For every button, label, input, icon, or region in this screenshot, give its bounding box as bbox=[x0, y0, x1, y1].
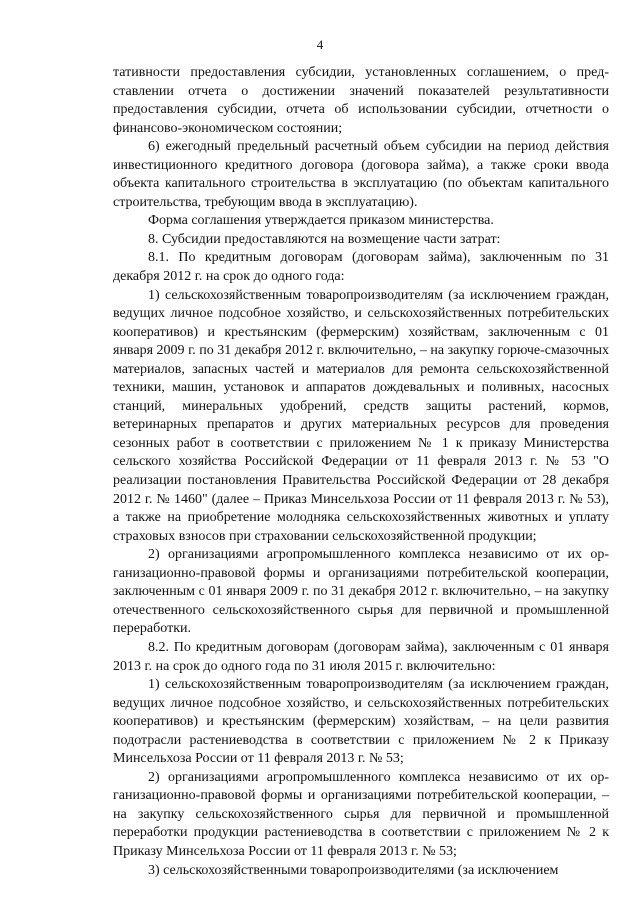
paragraph: тативности предоставления субсидии, установленных соглашением, о представлении отчета о достижении значений показателей результативности предоставления субсидии, отчета об использовании субсидии, отчетности о финансово-экономическом состоянии; bbox=[113, 65, 609, 136]
paragraph: 1) сельскохозяйственным товаропроизводителям (за исключением граждан, ведущих личное подсобное хозяйство, и сельскохозяйственных потребительских кооперативов) и крестьянским (фермерским) хозяйствам, – на цели развития подотрасли растениеводства в соответствии с приложением № 2 к Приказу Минсельхоза России от 11 февраля 2013 г. № 53; bbox=[113, 677, 609, 767]
paragraph: 2) организациями агропромышленного комплекса независимо от их организационно-правовой формы и организациями потребительской кооперации, – на закупку сельскохозяйственного сырья для первичной и промышленной переработки продукции растениеводства в соответствии с приложением № 2 к Приказу Минсельхоза России от 11 февраля 2013 г. № 53; bbox=[113, 769, 609, 859]
paragraph: 2) организациями агропромышленного комплекса независимо от их организационно-правовой формы и организациями потребительской кооперации, заключенным с 01 января 2009 г. по 31 декабря 2012 г. включительно, – на закупку отечественного сельскохозяйственного сырья для первичной и промышленной переработки. bbox=[113, 547, 609, 637]
paragraph: 8.2. По кредитным договорам (договорам займа), заключенным с 01 января 2013 г. на срок до одного года по 31 июля 2015 г. включительно: bbox=[113, 639, 609, 674]
paragraph: 8.1. По кредитным договорам (договорам займа), заключенным по 31 декабря 2012 г. на срок до одного года: bbox=[113, 250, 609, 285]
page-number: 4 bbox=[316, 37, 324, 52]
document-body bbox=[113, 64, 609, 880]
paragraph: 1) сельскохозяйственным товаропроизводителям (за исключением граждан, ведущих личное подсобное хозяйство, и сельскохозяйственных потребительских кооперативов) и крестьянским (фермерским) хозяйствам, заключенным с 01 января 2009 г. по 31 декабря 2012 г. включительно, – на закупку горюче-смазочных материалов, запасных частей и материалов для ремонта сельскохозяйственной техники, машин, установок и аппаратов дождевальных и поливных, насосных станций, минеральных удобрений, средств защиты растений, кормов, ветеринарных препаратов и других материальных ресурсов для проведения сезонных работ в соответствии с приложением № 1 к приказу Министерства сельского хозяйства Российской Федерации от 11 февраля 2013 г. № 53 "О реализации постановления Правительства Российской Федерации от 28 декабря 2012 г. № 1460" (далее – Приказ Минсельхоза России от 11 февраля 2013 г. № 53), а также на приобретение молодняка сельскохозяйственных животных и уплату страховых взносов при страховании сельскохозяйственной продукции; bbox=[113, 287, 609, 544]
paragraph: 3) сельскохозяйственными товаропроизводителями (за исключением bbox=[148, 862, 559, 878]
paragraph: Форма соглашения утверждается приказом министерства. bbox=[148, 213, 494, 229]
paragraph: 6) ежегодный предельный расчетный объем субсидии на период действия инвестиционного кредитного договора (договора займа), а также сроки ввода объекта капитального строительства в эксплуатацию (по объектам капитального строительства, требующим ввода в эксплуатацию). bbox=[113, 139, 609, 210]
paragraph: 8. Субсидии предоставляются на возмещение части затрат: bbox=[148, 231, 501, 247]
